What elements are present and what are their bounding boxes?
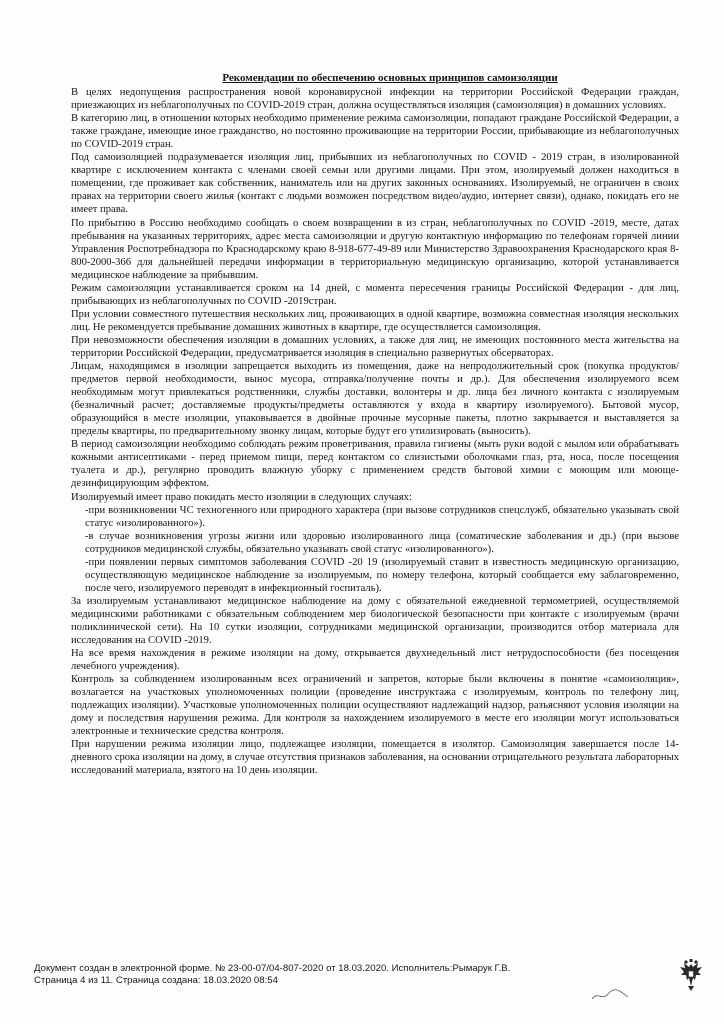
handwritten-mark: [590, 985, 630, 1005]
paragraph-police-control: Контроль за соблюдением изолированным всех ограничений и запретов, которые были включены в понятие «самоизоляция», возлагается на участковых уполномоченных полиции (проведение инструктажа с изолируемым, контроль по телефону лиц, подлежащих изоляции). Участковые уполномоченных полиции осуществляют надлежащий надзор, разъясняют условия изоляции на дому и последствия нарушения режима. Для контроля за нахождением изолируемого в месте его изоляции могут использоваться электронные и технические средства контроля.: [71, 674, 679, 738]
list-item-symptoms: -при появлении первых симптомов заболевания COVID -20 19 (изолируемый ставит в известность медицинскую организацию, осуществляющую медицинское наблюдение за изолируемым, по номеру телефона, который сообщается ему заблаговременно, после чего, изолируемого переводят в инфекционный госпиталь).: [85, 556, 679, 594]
paragraph-category: В категорию лиц, в отношении которых необходимо применение режима самоизоляции, попадают граждане Российской Федерации, а также граждане, имеющие иное гражданство, но постоянно проживающие на территории России, прибывающие из неблагополучных по COVID-2019 стран.: [71, 113, 679, 151]
paragraph-joint-isolation: При условии совместного путешествия нескольких лиц, проживающих в одной квартире, возможна совместная изоляция нескольких лиц. Не рекомендуется пребывание домашних животных в квартире, где осуществляется самоизоляция.: [71, 308, 679, 333]
footer-document-info: Документ создан в электронной форме. № 23-00-07/04-807-2020 от 18.03.2020. Исполнитель:Рымарук Г.В.: [34, 963, 511, 974]
document-footer: [34, 963, 634, 987]
double-headed-eagle-emblem-icon: [676, 958, 706, 992]
paragraph-leave-cases-intro: Изолируемый имеет право покидать место изоляции в следующих случаях:: [71, 491, 412, 503]
paragraph-violation: При нарушении режима изоляции лицо, подлежащее изоляции, помещается в изолятор. Самоизоляция завершается после 14-дневного срока изоляции на дому, в случае отсутствия признаков заболевания, на основании отрицательного результата лабораторных исследований материала, взятого на 10 день изоляции.: [71, 739, 679, 777]
paragraph-sick-leave: На все время нахождения в режиме изоляции на дому, открывается двухнедельный лист нетрудоспособности (без посещения лечебного учреждения).: [71, 648, 679, 673]
footer-page-info: Страница 4 из 11. Страница создана: 18.03.2020 08:54: [34, 975, 278, 986]
list-item-emergency: -при возникновении ЧС техногенного или природного характера (при вызове сотрудников спецслужб, обязательно указывать свой статус «изолированного»).: [85, 504, 679, 529]
list-item-health-threat: -в случае возникновения угрозы жизни или здоровью изолированного лица (соматические заболевания и др.) (при вызове сотрудников медицинской службы, обязательно указывать свой статус «изолированного»).: [85, 530, 679, 555]
paragraph-intro: В целях недопущения распространения новой коронавирусной инфекции на территории Российской Федерации граждан, приезжающих из неблагополучных по COVID-2019 стран, должна осуществляться изоляция (самоизоляция) в домашних условиях.: [71, 87, 679, 112]
paragraph-duration: Режим самоизоляции устанавливается сроком на 14 дней, с момента пересечения границы Российской Федерации - для лиц, прибывающих из неблагополучных по COVID -2019стран.: [71, 282, 679, 307]
document-title: Рекомендации по обеспечению основных принципов самоизоляции: [222, 72, 558, 84]
document-body: [71, 72, 679, 778]
paragraph-medical-observation: За изолируемым устанавливают медицинское наблюдение на дому с обязательной ежедневной термометрией, осуществляемой медицинскими работниками с обязательным соблюдением мер биологической безопасности при контакте с изолируемым (врачи поликлинической сети). На 10 сутки изоляции, сотрудниками медицинской организации, производится отбор материала для исследования на COVID -2019.: [71, 595, 679, 647]
paragraph-observators: При невозможности обеспечения изоляции в домашних условиях, а также для лиц, не имеющих постоянного места жительства на территории Российской Федерации, предусматривается изоляция в специально развернутых обсерваторах.: [71, 334, 679, 359]
paragraph-restrictions: Лицам, находящимся в изоляции запрещается выходить из помещения, даже на непродолжительный срок (покупка продуктов/предметов первой необходимости, вынос мусора, отправка/получение почты и др.). Для обеспечения изолируемого всем необходимым могут привлекаться родственники, службы доставки, волонтеры и др. лица без личного контакта с изолируемым (безналичный расчет; доставляемые продукты/предметы оставляются у входа в квартиру изолируемого). Бытовой мусор, образующийся в месте изоляции, упаковывается в двойные прочные мусорные пакеты, плотно закрывается и выставляется за пределы квартиры, по предварительному звонку лицам, которые будут его утилизировать (выносить).: [71, 361, 679, 438]
paragraph-definition: Под самоизоляцией подразумевается изоляция лиц, прибывших из неблагополучных по COVID - 2019 стран, в изолированной квартире с исключением контакта с членами своей семьи или другими лицами. При этом, изолируемый должен находиться в помещении, где проживает как собственник, наниматель или на других законных основаниях. Изолируемый, не ограничен в своих правах на территории своего жилья (контакт с людьми возможен посредством видео/аудио, интернет связи), однако, покидать его не имеет права.: [71, 152, 679, 216]
paragraph-reporting: По прибытию в Россию необходимо сообщать о своем возвращении в из стран, неблагополучных по COVID -2019, месте, датах пребывания на указанных территориях, адрес места самоизоляции и другую контактную информацию по телефонам горячей линии Управления Роспотребнадзора по Краснодарскому краю 8-918-677-49-89 или Министерство Здравоохранения Краснодарского края 8-800-2000-366 для дальнейшей передачи информации в территориальную медицинскую организацию, которой устанавливается медицинское наблюдение за прибывшим.: [71, 217, 679, 281]
paragraph-hygiene: В период самоизоляции необходимо соблюдать режим проветривания, правила гигиены (мыть руки водой с мылом или обрабатывать кожными антисептиками - перед приемом пищи, перед контактом со слизистыми оболочками глаз, рта, носа, после посещения туалета и др.), регулярно проводить влажную уборку с применением средств бытовой химии с моющим или моюще-дезинфицирующим эффектом.: [71, 439, 679, 490]
